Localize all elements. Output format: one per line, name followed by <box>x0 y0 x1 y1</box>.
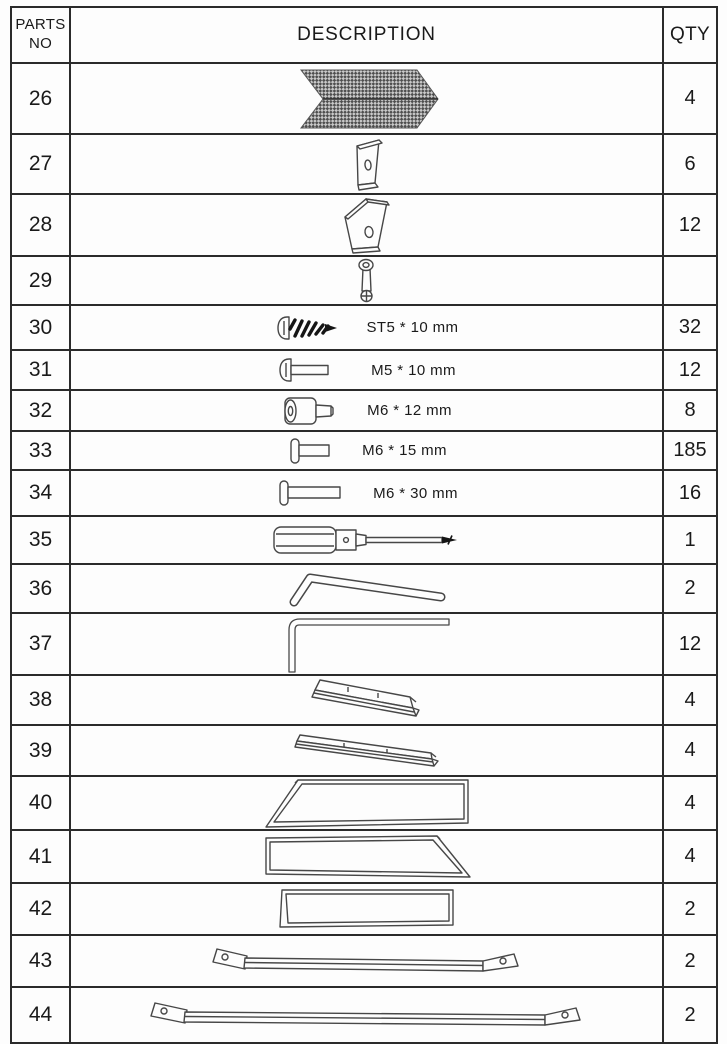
part-qty: 8 <box>663 390 717 431</box>
part-spec: M6 * 30 mm <box>373 484 458 502</box>
table-row <box>11 830 717 883</box>
long-crossbar-icon <box>149 998 585 1032</box>
table-row <box>11 431 717 470</box>
table-row <box>11 516 717 564</box>
right-slant-panel-icon <box>261 833 473 881</box>
table-row <box>11 935 717 987</box>
part-number: 34 <box>11 470 70 516</box>
table-row <box>11 564 717 613</box>
short-angle-rail-icon <box>303 676 431 724</box>
table-row <box>11 470 717 516</box>
part-qty: 2 <box>663 935 717 987</box>
part-number: 29 <box>11 256 70 305</box>
header-row <box>11 7 717 63</box>
part-number: 41 <box>11 830 70 883</box>
part-qty: 4 <box>663 675 717 725</box>
small-hinge-bracket-icon <box>345 136 389 193</box>
part-qty: 2 <box>663 883 717 935</box>
part-qty: 6 <box>663 134 717 194</box>
part-number: 38 <box>11 675 70 725</box>
part-qty: 12 <box>663 194 717 256</box>
part-number: 27 <box>11 134 70 194</box>
left-slant-panel-icon <box>261 777 473 829</box>
table-row <box>11 725 717 776</box>
part-qty: 4 <box>663 776 717 830</box>
table-row <box>11 134 717 194</box>
part-qty: 2 <box>663 564 717 613</box>
part-qty: 16 <box>663 470 717 516</box>
header-qty: QTY <box>663 7 717 63</box>
short-crossbar-icon <box>211 944 523 978</box>
part-number: 32 <box>11 390 70 431</box>
part-qty: 12 <box>663 350 717 390</box>
part-qty: 12 <box>663 613 717 675</box>
table-row <box>11 194 717 256</box>
part-spec: ST5 * 10 mm <box>366 319 459 336</box>
self-tapping-screw-icon <box>275 315 339 341</box>
part-spec: M6 * 12 mm <box>367 402 452 419</box>
part-number: 26 <box>11 63 70 134</box>
rectangular-panel-icon <box>276 887 458 931</box>
part-number: 40 <box>11 776 70 830</box>
part-qty: 4 <box>663 830 717 883</box>
table-row <box>11 675 717 725</box>
long-bolt-icon <box>275 479 345 507</box>
part-spec: M6 * 15 mm <box>362 442 447 459</box>
machine-screw-icon <box>277 357 343 383</box>
part-number: 37 <box>11 613 70 675</box>
long-angle-rail-icon <box>292 730 442 772</box>
part-number: 39 <box>11 725 70 776</box>
table-row <box>11 883 717 935</box>
part-number: 33 <box>11 431 70 470</box>
latch-link-icon <box>354 258 380 304</box>
barrel-nut-icon <box>281 395 339 427</box>
large-allen-key-icon <box>277 614 457 674</box>
part-number: 31 <box>11 350 70 390</box>
table-row <box>11 613 717 675</box>
part-qty: 32 <box>663 305 717 350</box>
part-number: 44 <box>11 987 70 1043</box>
table-row <box>11 63 717 134</box>
large-hinge-bracket-icon <box>340 195 394 255</box>
part-qty <box>663 256 717 305</box>
part-number: 30 <box>11 305 70 350</box>
table-row <box>11 776 717 830</box>
part-qty: 185 <box>663 431 717 470</box>
small-allen-key-icon <box>284 570 449 608</box>
header-description: DESCRIPTION <box>70 7 663 63</box>
part-number: 35 <box>11 516 70 564</box>
part-qty: 4 <box>663 63 717 134</box>
part-qty: 1 <box>663 516 717 564</box>
table-row <box>11 390 717 431</box>
hatched-chevron-panel-icon <box>292 68 442 130</box>
short-bolt-icon <box>286 437 334 465</box>
table-row <box>11 350 717 390</box>
part-number: 43 <box>11 935 70 987</box>
table-row <box>11 256 717 305</box>
header-parts-no: PARTS NO <box>11 7 70 63</box>
part-number: 28 <box>11 194 70 256</box>
part-qty: 4 <box>663 725 717 776</box>
phillips-screwdriver-icon <box>271 522 463 558</box>
parts-table <box>10 6 718 1044</box>
part-number: 36 <box>11 564 70 613</box>
part-number: 42 <box>11 883 70 935</box>
table-row <box>11 987 717 1043</box>
part-spec: M5 * 10 mm <box>371 361 456 379</box>
part-qty: 2 <box>663 987 717 1043</box>
table-row <box>11 305 717 350</box>
